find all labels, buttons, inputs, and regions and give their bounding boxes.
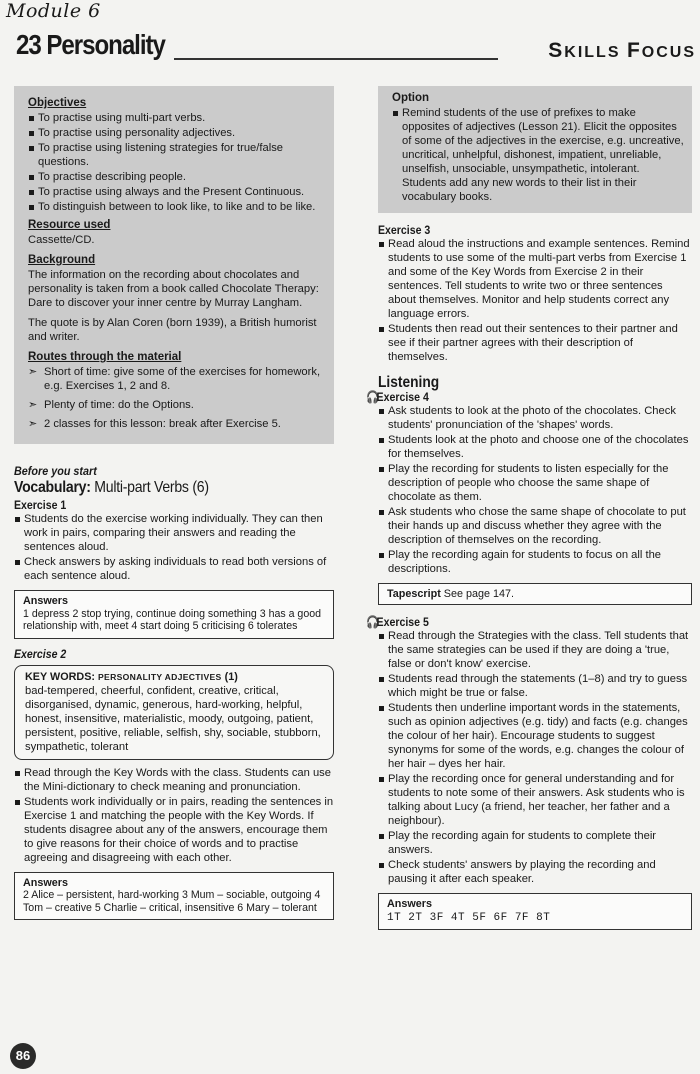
listening-heading: Listening [378,374,440,391]
routes-heading: Routes through the material [28,351,182,363]
answers-label: Answers [23,595,69,607]
answers-text: 1T 2T 3F 4T 5F 6F 7F 8T [387,911,551,924]
module-label: Module 6 [6,0,101,22]
instruction-item: Ask students to look at the photo of the chocolates. Check students' pronunciation of the 'shapes' words. [378,404,692,432]
answers-text: 2 Alice – persistent, hard-working 3 Mum – sociable, outgoing 4 Tom – creative 5 Charlie – critical, insensitive 6 Mary – tolerant [23,889,321,914]
vocabulary-heading: Vocabulary: Multi-part Verbs (6) [14,479,209,496]
exercise-2-heading: Exercise 2 [14,646,67,661]
objective-item: To distinguish between to look like, to like and to be like. [28,200,326,214]
instruction-item: Read through the Strategies with the class. Tell students that the same strategies can be used if they are doing a 'true, false or don't know' exercise. [378,629,692,671]
instruction-item: Ask students who chose the same shape of chocolate to put their hands up and discuss whether they agree with the description of themselves on the recording. [378,505,692,547]
route-item: ➣ 2 classes for this lesson: break after Exercise 5. [28,417,326,431]
routes-list [28,365,326,431]
objectives-heading: Objectives [28,97,87,109]
key-words-box [14,665,334,760]
right-column [366,86,692,930]
instruction-item: Check answers by asking individuals to read both versions of each sentence aloud. [14,555,334,583]
exercise-2-answers [14,872,334,921]
answers-label: Answers [387,898,433,910]
answers-label: Answers [23,876,69,889]
background-paragraph: The information on the recording about chocolates and personality is taken from a book called Chocolate Therapy: Dare to discover your inner centre by Murray Langham. [28,269,319,309]
exercise-4-list [378,404,692,576]
resource-heading: Resource used [28,219,111,231]
exercise-3-heading: Exercise 3 [378,223,431,237]
objective-item: To practise using listening strategies for true/false questions. [28,141,326,169]
background-heading: Background [28,254,96,266]
key-words-list: bad-tempered, cheerful, confident, creative, critical, disorganised, dynamic, generous, hard-working, helpful, honest, insensitive, materialistic, moody, outgoing, patient, persistent, positive, reliable, selfish, shy, sociable, stubborn, sympathetic, tolerant [25,684,321,753]
headphones-icon: 🎧 [366,615,380,629]
objective-item: To practise using personality adjectives. [28,126,326,140]
route-item: ➣ Plenty of time: do the Options. [28,398,326,412]
instruction-item: Read through the Key Words with the class. Students can use the Mini-dictionary to check meaning and pronunciation. [14,766,334,794]
instruction-item: Students look at the photo and choose one of the chocolates for themselves. [378,433,692,461]
objective-item: To practise using always and the Present Continuous. [28,185,326,199]
instruction-item: Play the recording once for general understanding and for students to note some of their answers. Ask students who is talking about Lucy (a friend, her teacher, her father and a neighbour). [378,772,692,828]
page-number: 86 [10,1043,36,1069]
tapescript-box: Tapescript See page 147. [378,583,692,605]
objectives-list [28,111,326,214]
background-paragraph: The quote is by Alan Coren (born 1939), a British humorist and writer. [28,317,317,343]
resource-text: Cassette/CD. [28,234,95,246]
option-box [378,86,692,213]
route-item: ➣ Short of time: give some of the exercises for homework, e.g. Exercises 1, 2 and 8. [28,365,326,393]
instruction-item: Students then read out their sentences to their partner and see if their partner agrees with their description of themselves. [378,322,692,364]
answers-text: 1 depress 2 stop trying, continue doing something 3 has a good relationship with, meet 4 start doing 5 criticising 6 tolerates [23,607,322,632]
instruction-item: Check students' answers by playing the recording and pausing it after each speaker. [378,858,692,886]
key-words-title: KEY WORDS: PERSONALITY ADJECTIVES (1) [25,670,238,683]
exercise-1-heading: Exercise 1 [14,498,67,512]
objective-item: To practise using multi-part verbs. [28,111,326,125]
exercise-5-list [378,629,692,886]
exercise-2-list [14,766,334,865]
instruction-item: Students work individually or in pairs, reading the sentences in Exercise 1 and matching the people with the Key Words. If students disagree about any of the answers, encourage them to give reasons for their choice of words and to practise agreeing and disagreeing with each other. [14,795,334,865]
objective-item: To practise describing people. [28,170,326,184]
lesson-info-box [14,86,334,444]
page-title: 23 Personality [16,29,165,60]
exercise-5-heading: 🎧Exercise 5 [366,615,429,629]
instruction-item: Read aloud the instructions and example sentences. Remind students to use some of the multi-part verbs from Exercise 1 and some of the Key Words from Exercise 2 in their sentences. Tell students to write two or three sentences about themselves. Monitor and help students correct any language errors. [378,237,692,321]
exercise-1-list [14,512,334,583]
title-rule [174,58,498,60]
section-label: SKILLS FOCUS [548,39,696,62]
instruction-item: Play the recording for students to listen especially for the description of people who choose the same shape of chocolate as them. [378,462,692,504]
option-heading: Option [392,92,430,104]
exercise-5-answers [378,893,692,930]
exercise-1-answers [14,590,334,639]
option-text: Remind students of the use of prefixes to make opposites of adjectives (Lesson 21). Elicit the opposites of some of the adjectives in the exercise, e.g. uncreative, uncritical, unhelpful, dishonest, impatient, unreliable, unselfish, unsociable, unsympathetic, intolerant. Students add any new words to their list in their vocabulary books. [392,106,684,204]
exercise-4-heading: 🎧Exercise 4 [366,390,429,404]
instruction-item: Play the recording again for students to complete their answers. [378,829,692,857]
instruction-item: Students do the exercise working individually. They can then work in pairs, comparing their answers and reading the sentences aloud. [14,512,334,554]
instruction-item: Students then underline important words in the statements, such as opinion adjectives (e.g. tidy) and facts (e.g. changes the colour of her hair). Encourage students to suggest synonyms for some of the words, e.g. changes the colour of her hair – dyes her hair. [378,701,692,771]
headphones-icon: 🎧 [366,390,380,404]
instruction-item: Students read through the statements (1–8) and try to guess which might be true or false. [378,672,692,700]
instruction-item: Play the recording again for students to focus on all the descriptions. [378,548,692,576]
before-you-start-heading: Before you start [14,464,97,478]
exercise-3-list [378,237,692,364]
left-column [14,86,334,920]
